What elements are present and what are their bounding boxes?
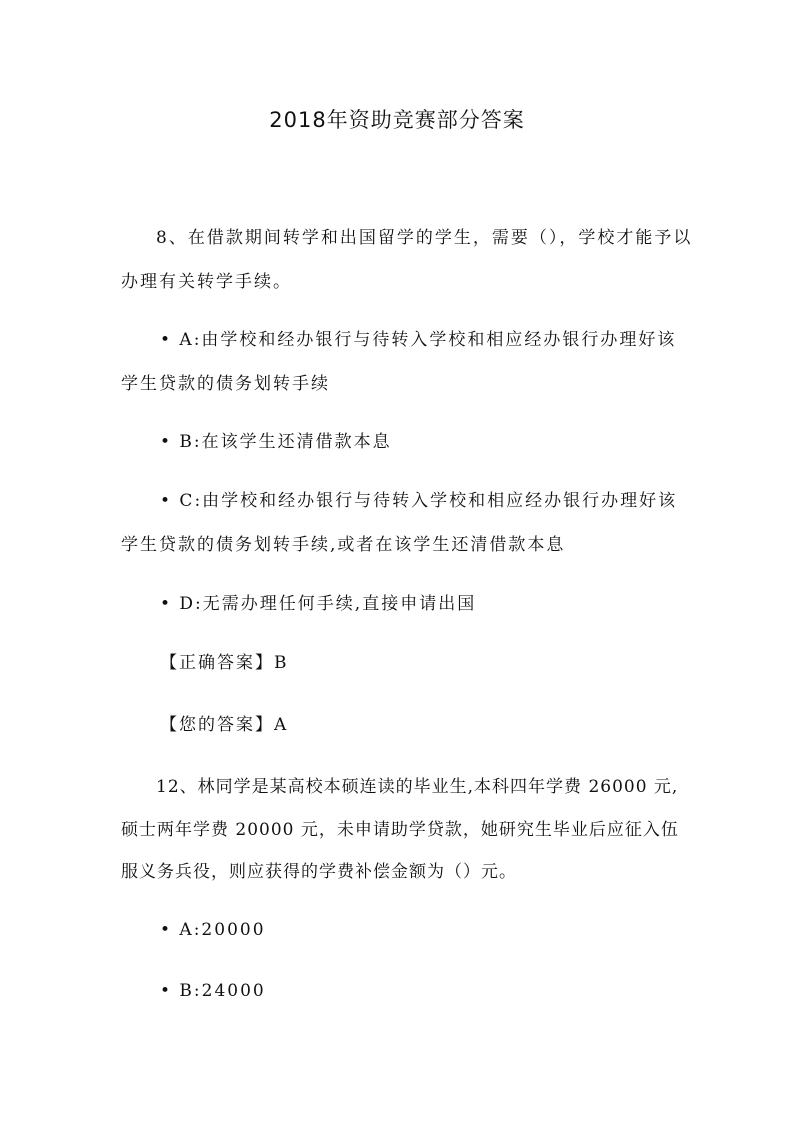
question-8-option-b: • B:在该学生还清借款本息 xyxy=(160,432,392,452)
question-8-correct-answer: 【正确答案】B xyxy=(160,653,289,673)
question-12-option-a: • A:20000 xyxy=(160,920,266,940)
question-12-stem-line-2: 硕士两年学费 20000 元，未申请助学贷款，她研究生毕业后应征入伍 xyxy=(121,820,679,840)
question-8-option-c-line-2: 学生贷款的债务划转手续,或者在该学生还清借款本息 xyxy=(121,535,566,555)
question-12-stem-line-3: 服义务兵役，则应获得的学费补偿金额为（）元。 xyxy=(121,862,517,882)
question-8-your-answer: 【您的答案】A xyxy=(160,715,289,735)
question-8-option-d: • D:无需办理任何手续,直接申请出国 xyxy=(160,594,477,614)
question-8-option-a-line-1: • A:由学校和经办银行与待转入学校和相应经办银行办理好该 xyxy=(160,330,677,350)
document-title: 2018年资助竞赛部分答案 xyxy=(269,108,525,132)
question-8-stem-line-1: 8、在借款期间转学和出国留学的学生，需要（），学校才能予以 xyxy=(156,228,693,248)
question-8-option-a-line-2: 学生贷款的债务划转手续 xyxy=(121,374,330,394)
question-8-option-c-line-1: • C:由学校和经办银行与待转入学校和相应经办银行办理好该 xyxy=(160,491,678,511)
question-12-stem-line-1: 12、林同学是某高校本硕连读的毕业生,本科四年学费 26000 元, xyxy=(156,777,679,797)
question-8-stem-line-2: 办理有关转学手续。 xyxy=(121,272,292,292)
question-12-option-b: • B:24000 xyxy=(160,981,266,1001)
